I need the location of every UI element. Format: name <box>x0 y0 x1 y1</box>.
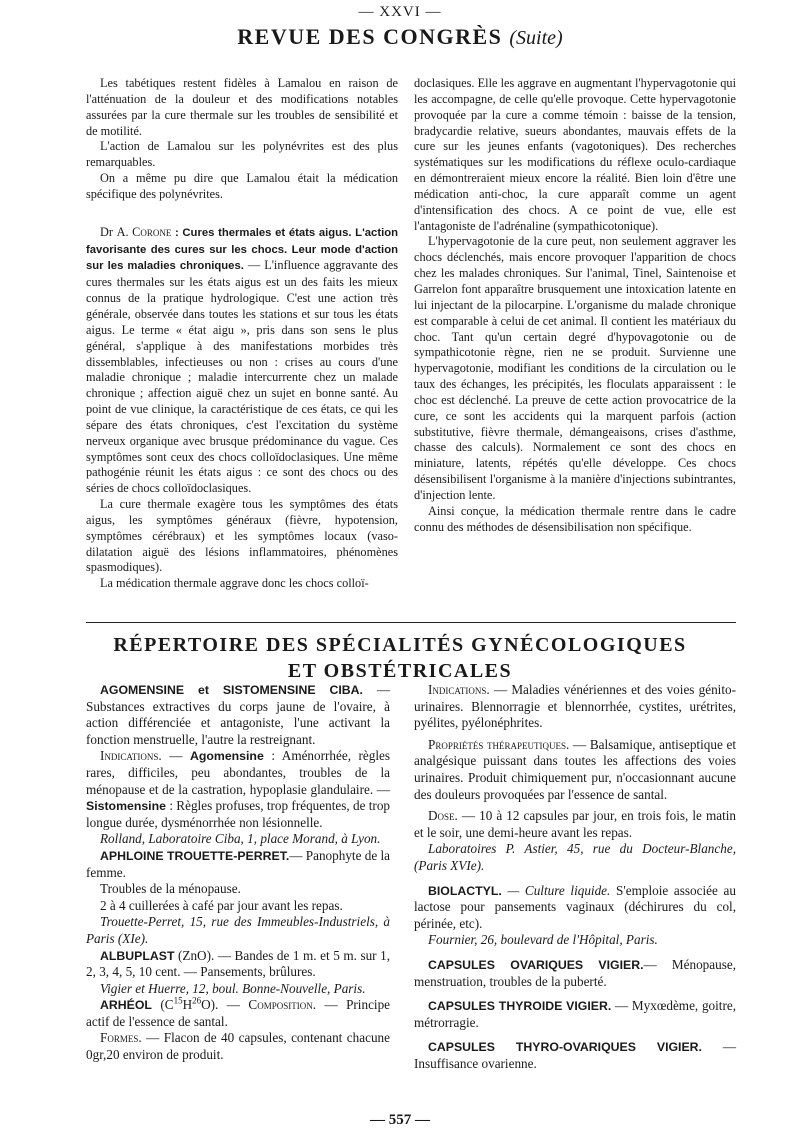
author-title: Dr <box>100 224 113 239</box>
composition-label: — Composition. <box>226 997 316 1013</box>
indications-text: : Règles profuses, trop fréquentes, de trop longue durée, dysménorrhée non lésionnelle. <box>86 798 391 830</box>
entry-arheol-dose <box>414 808 736 841</box>
indications-text: : Aménorrhée, règles rares, difficiles, peu abondantes, troubles de la ménopause et de la castration, hypoplasie glandulaire. — <box>86 748 391 797</box>
product-description: — Panophyte de la femme. <box>86 847 391 880</box>
entry-arheol-formes <box>86 1030 390 1063</box>
congress-article-corone <box>86 225 398 497</box>
repertoire-column-left <box>86 682 390 1064</box>
product-subtitle: — Culture liquide. <box>507 882 611 898</box>
laboratory-address: Fournier, 26, boulevard de l'Hôpital, Paris. <box>428 932 658 948</box>
product-description: — Myxœdème, goitre, métrorragie. <box>414 998 736 1030</box>
product-name: ALBUPLAST <box>100 948 175 963</box>
entry-albuplast <box>86 948 390 981</box>
product-dosage: 2 à 4 cuillerées à café par jour avant les repas. <box>100 897 343 913</box>
indications-label: Indications. <box>100 748 162 764</box>
entry-arheol-indications <box>414 682 736 732</box>
entry-capsules-thyroide <box>414 998 736 1031</box>
congress-paragraph: La médication thermale aggrave donc les chocs colloï- <box>100 576 369 591</box>
congress-column-left <box>86 76 398 592</box>
congress-paragraph: La cure thermale exagère tous les symptômes des états aigus, les symptômes généraux (fièvre, hypotension, symptômes cérébraux) et les symptômes locaux (vaso-dilatation aiguë des lésions inflammatoires, phénomènes spasmodiques). <box>86 497 398 575</box>
composition-text: — Principe actif de l'essence de santal. <box>86 997 391 1029</box>
product-description: S'emploie associée au lactose pour pansements vaginaux (déchirures du col, périnée, etc). <box>414 882 737 931</box>
product-name: CAPSULES THYROIDE VIGIER. <box>428 999 612 1014</box>
product-name: CAPSULES THYRO-OVARIQUES VIGIER. <box>428 1040 702 1055</box>
product-name: BIOLACTYL. <box>428 883 502 898</box>
entry-capsules-thyro-ovariques <box>414 1039 736 1072</box>
product-subname: Agomensine <box>189 749 264 764</box>
laboratory-address: Laboratoires P. Astier, 45, rue du Docteur-Blanche, (Paris XVIe). <box>414 841 736 873</box>
product-formula: (ZnO). <box>178 947 215 963</box>
product-description: — Insuffisance ovarienne. <box>414 1039 736 1071</box>
dose-text: — 10 à 12 capsules par jour, en trois fois, le matin et le soir, une demi-heure avant les repas. <box>414 808 736 840</box>
revue-title-suite-text: (Suite) <box>509 27 563 49</box>
entry-arheol-properties <box>414 737 736 803</box>
product-use: Troubles de la ménopause. <box>100 881 241 897</box>
product-name: ARHÉOL <box>100 998 152 1013</box>
revue-title-text: REVUE DES CONGRÈS <box>237 24 503 49</box>
repertoire-column-right <box>414 682 736 1072</box>
congress-paragraph: On a même pu dire que Lamalou était la médication spécifique des polynévrites. <box>86 171 398 201</box>
repertoire-title-line2: ET OBSTÉTRICALES <box>287 660 513 682</box>
article-heading: : Cures thermales et états aigus. L'action favorisante des cures sur les chocs. Leur mode d'action sur les maladies chroniques. <box>86 226 399 273</box>
product-name: AGOMENSINE et SISTOMENSINE CIBA. <box>100 683 363 697</box>
congress-column-right <box>414 76 736 535</box>
laboratory-address: Rolland, Laboratoire Ciba, 1, place Morand, à Lyon. <box>100 831 381 847</box>
section-divider <box>86 622 736 623</box>
congress-paragraph: doclasiques. Elle les aggrave en augmentant l'hypervagotonie qui les accompagne, de celle qu'elle provoque. Cette hypervagotonie provoquée par la cure a comme témoin : baisse de la tension, bradycardie relative, sueurs abondantes, mauvais effets de la cure sur les jeunes enfants (vagotoniques). Des recherches systématiques sur les modifications du réflexe oculo-cardiaque en démontreraient mieux encore la réalité. Bien loin d'être une médication anti-choc, la cure apparaît comme un agent d'intensification des chocs. A ce point de vue, elle est l'antagoniste de l'adrénaline (sympathicotonique). <box>414 76 736 233</box>
properties-text: — Balsamique, antiseptique et analgésique puissant dans toutes les affections des voies urinaires. Produit chimiquement pur, n'occasionnant aucune des douleurs provoquées par l'essence de santal. <box>414 736 736 802</box>
entry-agomensine <box>86 682 390 748</box>
formes-label: Formes. <box>100 1030 142 1046</box>
indications-label: Indications. <box>428 682 490 697</box>
section-title-repertoire <box>0 632 800 684</box>
formes-text: — Flacon de 40 capsules, contenant chacune 0gr,20 environ de produit. <box>86 1030 390 1063</box>
section-title-revue <box>0 24 800 50</box>
dash: — <box>169 748 183 764</box>
product-subname: Sistomensine <box>86 799 166 814</box>
entry-arheol <box>86 997 390 1030</box>
product-description: — Substances extractives du corps jaune de l'ovaire, à action différenciée et antagoniste, l'une activant la fonction menstruelle, l'autre la restreignant. <box>86 682 390 747</box>
article-body: — L'influence aggravante des cures thermales sur les états aigus est un des faits les mieux connus de la pratique hydrologique. C'est une action très générale, observée dans toutes les stations et sur tous les états aigus. Le terme « état aigu », pris dans son sens le plus général, s'applique à des manifestations morbides très dissemblables, infectieuses ou non : crises au cours d'une maladie chronique ; maladie intercurrente chez un malade chronique ; affection aiguë chez un sujet en bonne santé. Au point de vue clinique, la caractéristique de ces états, ce qui les sépare des états chroniques, c'est l'excitation du système nerveux organique avec brusque prédominance du vague. Ces symptômes sont ceux des chocs colloïdoclasiques. Une même pathogénie réunit les états aigus : ce sont des chocs ou des séries de chocs colloïdoclasiques. <box>86 258 398 496</box>
repertoire-title-line1: RÉPERTOIRE DES SPÉCIALITÉS GYNÉCOLOGIQUES <box>113 634 687 656</box>
dose-label: Dose. <box>428 808 458 824</box>
page-number: — 557 — <box>370 1112 430 1128</box>
laboratory-address: Trouette-Perret, 15, rue des Immeubles-Industriels, à Paris (XIe). <box>86 914 390 946</box>
congress-paragraph: Ainsi conçue, la médication thermale rentre dans le cadre connu des méthodes de désensibilisation non spécifique. <box>414 503 736 534</box>
product-formula: $(C^{15}H^{26}O)$. <box>160 995 219 1013</box>
entry-aphloine <box>86 848 390 881</box>
congress-paragraph: L'action de Lamalou sur les polynévrites est des plus remarquables. <box>86 139 398 170</box>
entry-biolactyl <box>414 883 736 933</box>
page-number-roman: — XXVI — <box>358 4 442 20</box>
author-name: A. Corone <box>116 224 172 239</box>
congress-paragraph: Les tabétiques restent fidèles à Lamalou en raison de l'atténuation de la douleur et des modifications notables assurées par la cure thermale sur les troubles de sensibilité et de motilité. <box>86 76 398 138</box>
product-description: — Ménopause, menstruation, troubles de la puberté. <box>414 956 737 989</box>
product-name: CAPSULES OVARIQUES VIGIER. <box>428 957 644 972</box>
congress-paragraph: L'hypervagotonie de la cure peut, non seulement aggraver les chocs déclenchés, mais encore provoquer l'apparition de chocs chez les malades chroniques. Sur l'animal, Tinel, Saintenoise et Garrelon font apparaître brusquement une intoxication latente en lui injectant de la pilocarpine. L'organisme du malade chronique est comparable à celui de cet animal. Il contient les matériaux du choc. Tant qu'un certain degré d'hypovagotonie ou de sympathicotonie règne, rien ne se produit. Survienne une hypervagotonie, modifiant les conditions de la circulation ou le taux des échanges, les précipités, les floculats apparaissent : le choc est déclenché. La preuve de cette action provocatrice de la cure, ce sont les accidents qui la marquent parfois (action substitutive, fièvre thermale, démangeaisons, crises d'asthme, chasse des calculs). Normalement ce sont des chocs en miniature, latents, répétés qu'elle développe. Ces chocs désensibilisent l'organisme à la manière d'injections subintrantes, d'injection lente. <box>414 234 736 502</box>
product-name: APHLOINE TROUETTE-PERRET. <box>100 848 290 863</box>
indications-text: — Maladies vénériennes et des voies génito-urinaires. Blennorragie et blennorrhée, cystites, urétrites, pyélites, pyélonéphrites. <box>414 682 736 731</box>
laboratory-address: Vigier et Huerre, 12, boul. Bonne-Nouvelle, Paris. <box>100 980 366 996</box>
entry-agomensine-indications <box>86 748 390 831</box>
entry-capsules-ovariques <box>414 957 736 990</box>
product-description: — Bandes de 1 m. et 5 m. sur 1, 2, 3, 4, 5, 10 cent. — Pansements, brûlures. <box>86 947 391 980</box>
properties-label: Propriétés thérapeutiques. <box>428 736 570 752</box>
